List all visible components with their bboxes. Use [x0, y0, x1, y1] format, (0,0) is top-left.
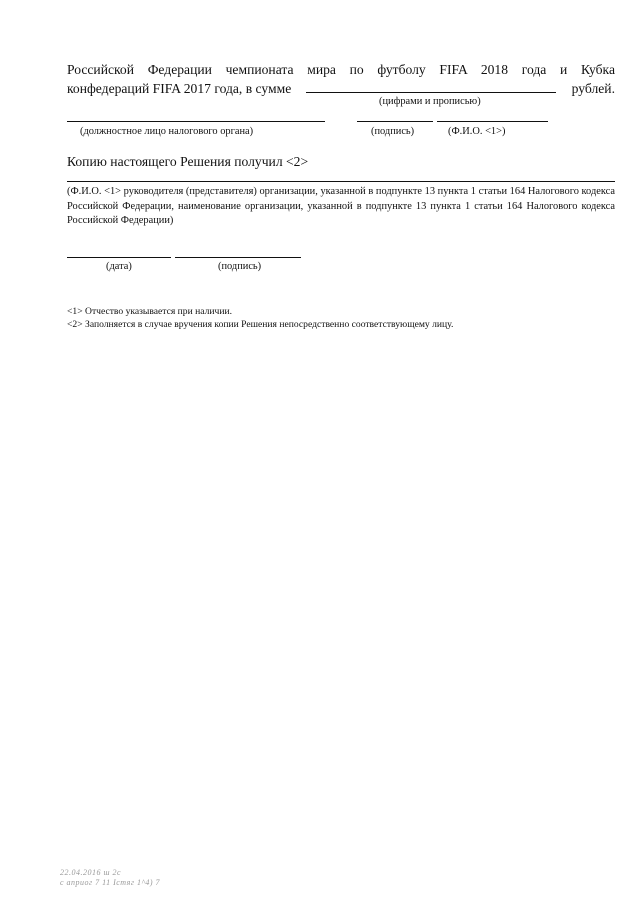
footnote-1: <1> Отчество указывается при наличии.	[67, 306, 233, 317]
footnote-2: <2> Заполняется в случае вручения копии Решения непосредственно соответствующему лицу.	[67, 319, 454, 330]
intro-line-1: Российской Федерации чемпионата мира по футболу FIFA 2018 года и Кубка	[67, 62, 615, 77]
date-caption: (дата)	[106, 261, 132, 272]
signature-line-2[interactable]	[175, 257, 301, 258]
official-line[interactable]	[67, 121, 325, 122]
decision-amount-paragraph	[67, 60, 615, 98]
intro-line-2	[67, 79, 615, 98]
date-line[interactable]	[67, 257, 171, 258]
amount-caption: (цифрами и прописью)	[379, 96, 481, 107]
signature-caption-2: (подпись)	[218, 261, 262, 272]
recipient-description: (Ф.И.О. <1> руководителя (представителя) организации, указанной в подпункте 13 пункта 1 статьи 164 Налогового кодекса Российской Федерации, наименование организации, указанной в подпункте 13 пункта 1 статьи 164 Налогового кодекса Российской Федерации)	[67, 186, 615, 226]
name-caption-1: (Ф.И.О. <1>)	[448, 126, 506, 137]
signature-caption-1: (подпись)	[371, 126, 415, 137]
intro-line-2-prefix: конфедераций FIFA 2017 года, в сумме	[67, 81, 292, 96]
recipient-line[interactable]	[67, 181, 615, 182]
amount-blank-field[interactable]	[306, 80, 556, 93]
signature-line-1[interactable]	[357, 121, 433, 122]
received-copy-label: Копию настоящего Решения получил <2>	[67, 154, 309, 169]
registration-stamp-line-2: с априог 7 11 Iстяг 1^4) 7	[60, 878, 161, 887]
registration-stamp-line-1: 22.04.2016 ш 2с	[60, 868, 122, 877]
official-caption: (должностное лицо налогового органа)	[80, 126, 254, 137]
intro-line-2-suffix: рублей.	[571, 81, 615, 96]
name-line-1[interactable]	[437, 121, 548, 122]
